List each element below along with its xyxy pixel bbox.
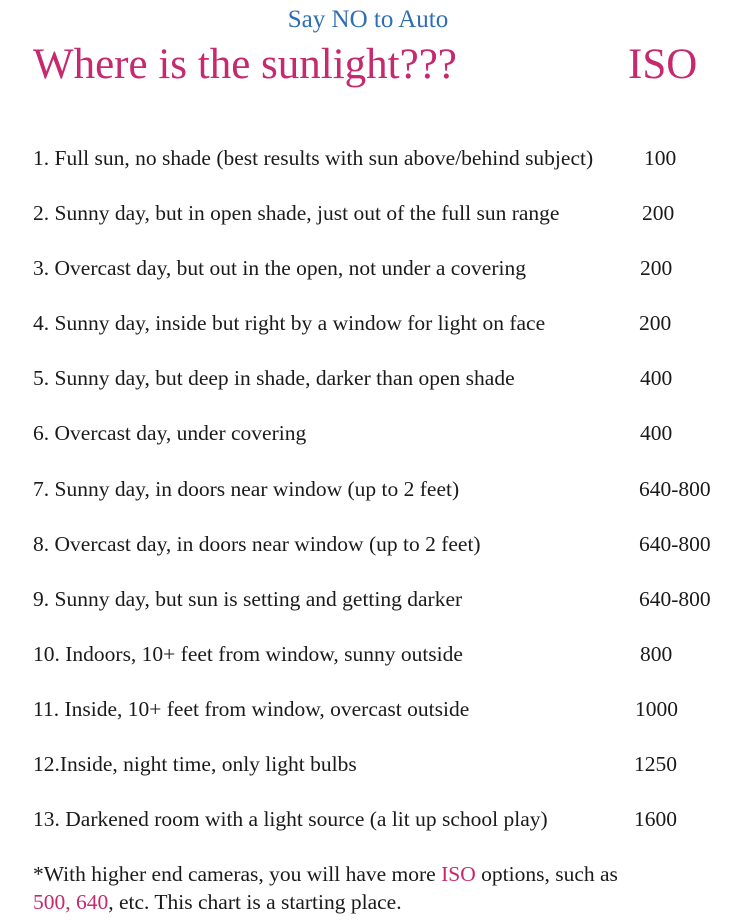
footnote-text: options, such as bbox=[475, 862, 618, 886]
row-iso-value: 1600 bbox=[634, 807, 677, 831]
row-description: 13. Darkened room with a light source (a lit up school play) bbox=[33, 807, 548, 831]
footnote bbox=[33, 860, 713, 916]
row-iso-value: 200 bbox=[642, 201, 675, 225]
table-row bbox=[0, 804, 736, 834]
row-iso-value: 800 bbox=[640, 642, 673, 666]
row-description: 6. Overcast day, under covering bbox=[33, 421, 307, 445]
iso-column-heading: ISO bbox=[628, 41, 698, 88]
row-description: 1. Full sun, no shade (best results with sun above/behind subject) bbox=[33, 146, 594, 170]
row-description: 8. Overcast day, in doors near window (up to 2 feet) bbox=[33, 532, 481, 556]
footnote-iso-examples: 500, 640 bbox=[33, 890, 109, 914]
table-row bbox=[0, 418, 736, 448]
row-description: 12.Inside, night time, only light bulbs bbox=[33, 752, 357, 776]
row-iso-value: 1250 bbox=[634, 752, 677, 776]
table-row bbox=[0, 694, 736, 724]
footnote-text: *With higher end cameras, you will have more bbox=[33, 862, 442, 886]
table-row bbox=[0, 253, 736, 283]
row-iso-value: 640-800 bbox=[639, 532, 711, 556]
table-row bbox=[0, 363, 736, 393]
table-row bbox=[0, 584, 736, 614]
row-iso-value: 400 bbox=[640, 366, 673, 390]
table-row bbox=[0, 474, 736, 504]
table-row bbox=[0, 749, 736, 779]
row-iso-value: 200 bbox=[640, 256, 673, 280]
footnote-iso-highlight: ISO bbox=[441, 862, 476, 886]
footnote-text: , etc. This chart is a starting place. bbox=[108, 890, 402, 914]
subtitle: Say NO to Auto bbox=[287, 6, 449, 33]
row-description: 7. Sunny day, in doors near window (up to 2 feet) bbox=[33, 477, 460, 501]
page-title: Where is the sunlight??? bbox=[33, 41, 457, 88]
row-description: 5. Sunny day, but deep in shade, darker than open shade bbox=[33, 366, 515, 390]
table-row bbox=[0, 198, 736, 228]
row-iso-value: 1000 bbox=[635, 697, 678, 721]
row-iso-value: 640-800 bbox=[639, 587, 711, 611]
row-description: 4. Sunny day, inside but right by a window for light on face bbox=[33, 311, 546, 335]
row-iso-value: 200 bbox=[639, 311, 672, 335]
row-description: 11. Inside, 10+ feet from window, overcast outside bbox=[33, 697, 470, 721]
table-row bbox=[0, 143, 736, 173]
table-row bbox=[0, 639, 736, 669]
row-description: 3. Overcast day, but out in the open, not under a covering bbox=[33, 256, 526, 280]
table-row bbox=[0, 308, 736, 338]
row-description: 10. Indoors, 10+ feet from window, sunny outside bbox=[33, 642, 463, 666]
row-description: 2. Sunny day, but in open shade, just out of the full sun range bbox=[33, 201, 560, 225]
table-row bbox=[0, 529, 736, 559]
row-iso-value: 640-800 bbox=[639, 477, 711, 501]
row-description: 9. Sunny day, but sun is setting and getting darker bbox=[33, 587, 463, 611]
row-iso-value: 100 bbox=[644, 146, 677, 170]
row-iso-value: 400 bbox=[640, 421, 673, 445]
